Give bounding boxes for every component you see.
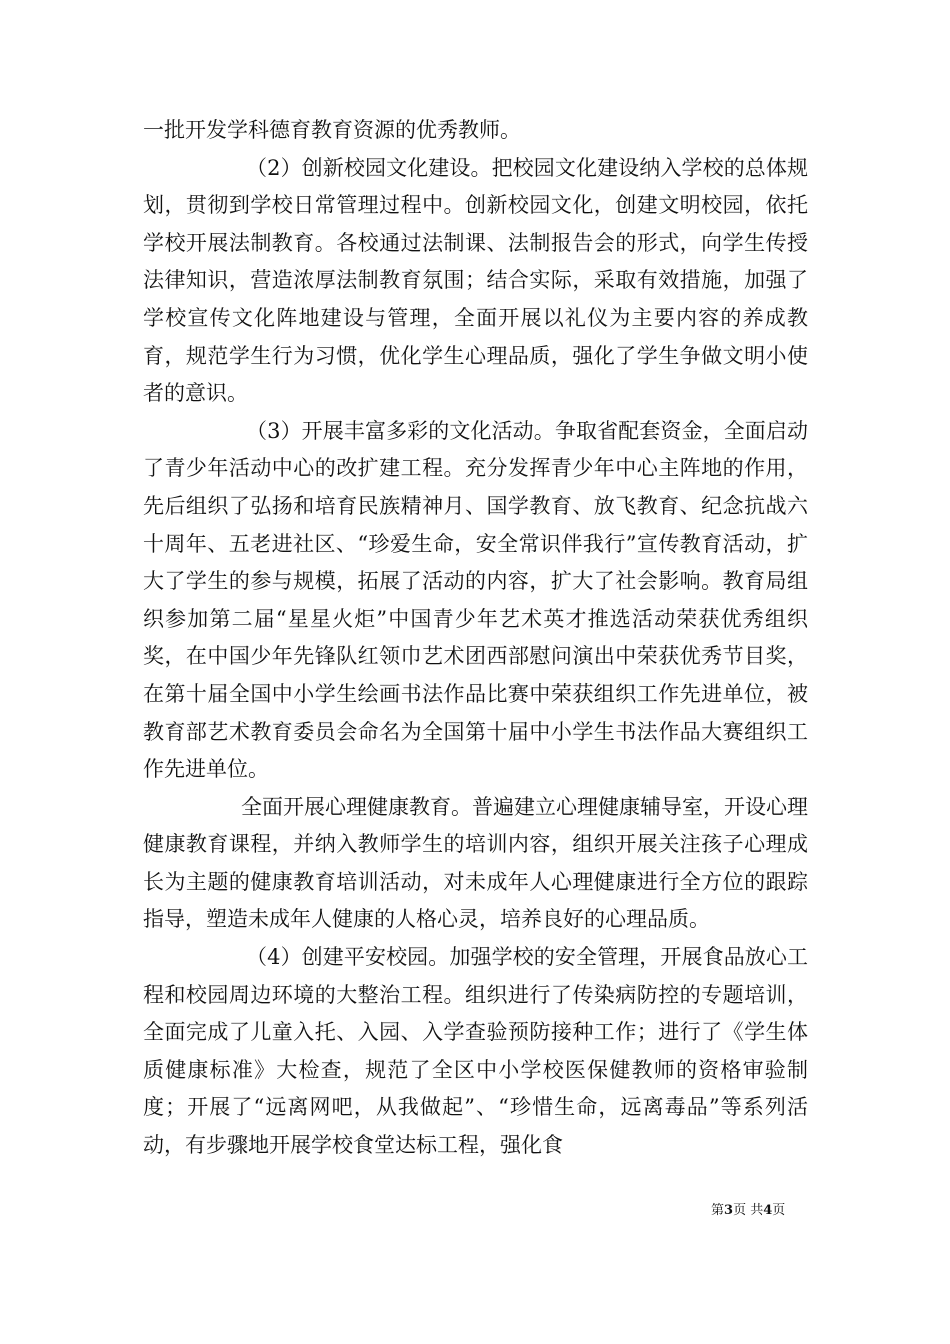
footer-middle: 页 共 [733,1203,764,1218]
document-body [143,112,808,1165]
paragraph-mental-health: 全面开展心理健康教育。普遍建立心理健康辅导室，开设心理健康教育课程，并纳入教师学生的培训内容，组织开展关注孩子心理成长为主题的健康教育培训活动，对未成年人心理健康进行全方位的跟踪指导，塑造未成年人健康的人格心灵，培养良好的心理品质。 [143,794,808,932]
paragraph-safe-campus: （4）创建平安校园。加强学校的安全管理，开展食品放心工程和校园周边环境的大整治工程。组织进行了传染病防控的专题培训，全面完成了儿童入托、入园、入学查验预防接种工作；进行了《学生体质健康标准》大检查，规范了全区中小学校医保健教师的资格审验制度；开展了“远离网吧，从我做起”、“珍惜生命，远离毒品”等系列活动，有步骤地开展学校食堂达标工程，强化食 [143,945,808,1158]
page-number-footer [711,1199,785,1218]
paragraph-continuation: 一批开发学科德育教育资源的优秀教师。 [143,118,521,142]
current-page-number: 3 [724,1203,734,1218]
footer-prefix: 第 [711,1203,725,1218]
total-pages-number: 4 [763,1203,773,1218]
paragraph-cultural-activities: （3）开展丰富多彩的文化活动。争取省配套资金，全面启动了青少年活动中心的改扩建工程。充分发挥青少年中心主阵地的作用，先后组织了弘扬和培育民族精神月、国学教育、放飞教育、纪念抗战六十周年、五老进社区、“珍爱生命，安全常识伴我行”宣传教育活动，扩大了学生的参与规模，拓展了活动的内容，扩大了社会影响。教育局组织参加第二届“星星火炬”中国青少年艺术英才推选活动荣获优秀组织奖，在中国少年先锋队红领巾艺术团西部慰问演出中荣获优秀节目奖，在第十届全国中小学生绘画书法作品比赛中荣获组织工作先进单位，被教育部艺术教育委员会命名为全国第十届中小学生书法作品大赛组织工作先进单位。 [143,418,808,782]
footer-suffix: 页 [772,1203,786,1218]
paragraph-campus-culture: （2）创新校园文化建设。把校园文化建设纳入学校的总体规划，贯彻到学校日常管理过程中。创新校园文化，创建文明校园，依托学校开展法制教育。各校通过法制课、法制报告会的形式，向学生传授法律知识，营造浓厚法制教育氛围；结合实际，采取有效措施，加强了学校宣传文化阵地建设与管理，全面开展以礼仪为主要内容的养成教育，规范学生行为习惯，优化学生心理品质，强化了学生争做文明小使者的意识。 [143,155,808,406]
